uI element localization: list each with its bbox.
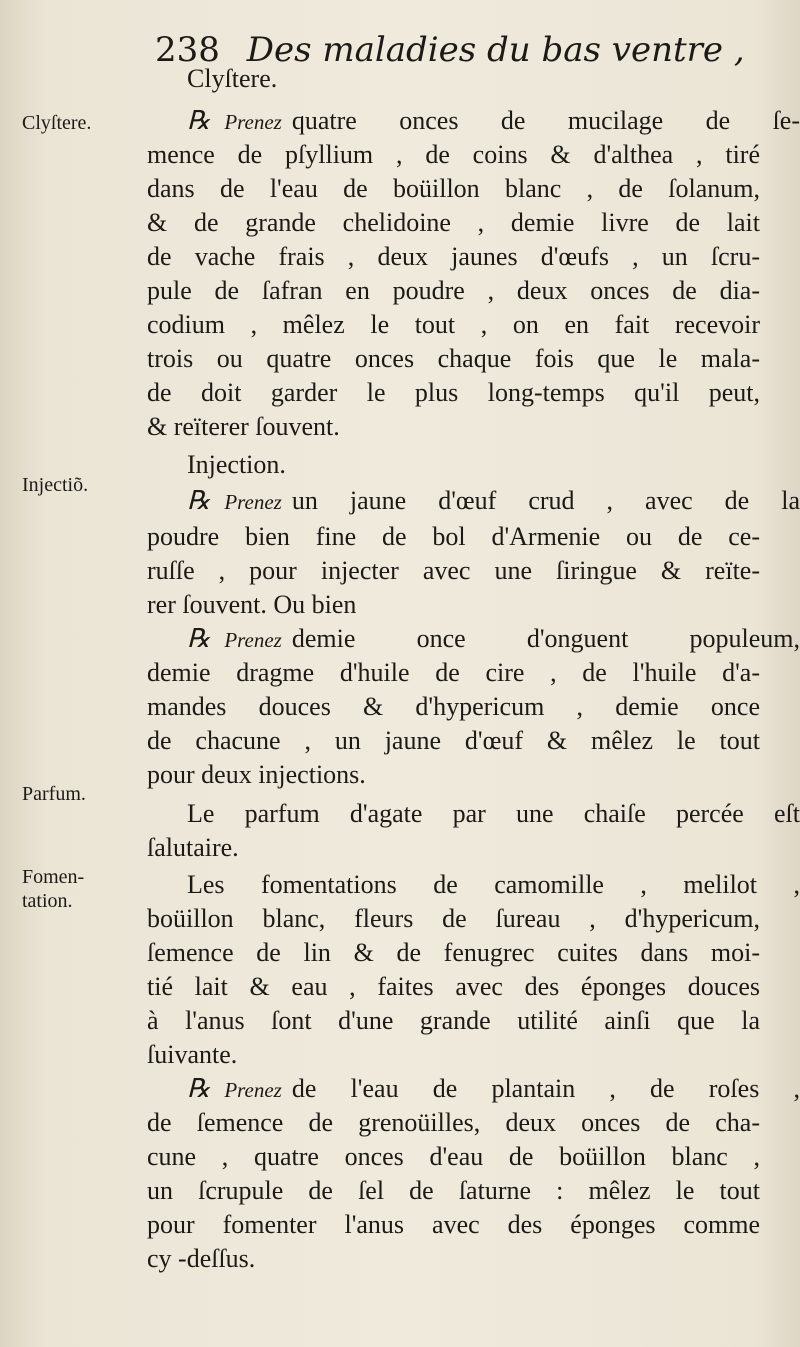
recipe-symbol: ℞ <box>187 624 211 653</box>
section-heading: Injection. <box>187 450 286 479</box>
recipe-symbol: ℞ <box>187 1074 211 1103</box>
text-line: ℞ Prenez de l'eau de plantain , de roſes , <box>187 1074 800 1103</box>
margin-note-parfum: Parfum. <box>22 783 86 805</box>
text-line: tié lait & eau , faites avec des éponges douces <box>147 972 760 1001</box>
text-line: dans de l'eau de boüillon blanc , de ſolanum, <box>147 174 760 203</box>
text-line: poudre bien fine de bol d'Armenie ou de ce- <box>147 522 760 551</box>
text-line: & reïterer ſouvent. <box>147 412 340 441</box>
recipe-symbol: ℞ <box>187 486 211 515</box>
text-line: boüillon blanc, fleurs de ſureau , d'hypericum, <box>147 904 760 933</box>
page-number: 238 <box>155 30 220 70</box>
text-line: pour fomenter l'anus avec des éponges comme <box>147 1210 760 1239</box>
margin-note-fomentation-2: tation. <box>22 890 73 912</box>
text-line: ℞ Prenez quatre onces de mucilage de ſe- <box>187 106 800 135</box>
text-line: de chacune , un jaune d'œuf & mêlez le tout <box>147 726 760 755</box>
margin-note-fomentation-1: Fomen- <box>22 866 85 888</box>
text-line: un ſcrupule de ſel de ſaturne : mêlez le tout <box>147 1176 760 1205</box>
text-line: trois ou quatre onces chaque fois que le mala- <box>147 344 760 373</box>
margin-note-clystere: Clyſtere. <box>22 112 92 134</box>
text-line: ℞ Prenez un jaune d'œuf crud , avec de la <box>187 486 800 515</box>
text-line: codium , mêlez le tout , on en fait recevoir <box>147 310 760 339</box>
running-title: Des maladies du bas ventre , <box>246 30 745 70</box>
text-line: cy -deſſus. <box>147 1244 256 1273</box>
text-line: à l'anus ſont d'une grande utilité ainſi que la <box>147 1006 760 1035</box>
recipe-word: Prenez <box>224 1078 282 1102</box>
text-line: mandes douces & d'hypericum , demie once <box>147 692 760 721</box>
text-line: pour deux injections. <box>147 760 366 789</box>
text-line: demie dragme d'huile de cire , de l'huile d'a- <box>147 658 760 687</box>
text-line: ſalutaire. <box>147 833 239 862</box>
text-line: rer ſouvent. Ou bien <box>147 590 357 619</box>
text-line: & de grande chelidoine , demie livre de lait <box>147 208 760 237</box>
text-line: mence de pſyllium , de coins & d'althea , tiré <box>147 140 760 169</box>
text-line: de ſemence de grenoüilles, deux onces de cha- <box>147 1108 760 1137</box>
text-line: ſemence de lin & de fenugrec cuites dans moi- <box>147 938 760 967</box>
recipe-symbol: ℞ <box>187 106 211 135</box>
text-line: Les fomentations de camomille , melilot , <box>187 870 800 899</box>
text-line: ſuivante. <box>147 1040 238 1069</box>
text-line: ruſſe , pour injecter avec une ſiringue & reïte- <box>147 556 760 585</box>
text-line: de vache frais , deux jaunes d'œufs , un ſcru- <box>147 242 760 271</box>
text-line: de doit garder le plus long-temps qu'il peut, <box>147 378 760 407</box>
text-line: ℞ Prenez demie once d'onguent populeum, <box>187 624 800 653</box>
text-line: Le parfum d'agate par une chaiſe percée eſt <box>187 799 800 828</box>
text-line: cune , quatre onces d'eau de boüillon blanc , <box>147 1142 760 1171</box>
section-heading: Clyſtere. <box>187 64 278 93</box>
text-line: pule de ſafran en poudre , deux onces de dia- <box>147 276 760 305</box>
recipe-word: Prenez <box>224 490 282 514</box>
recipe-word: Prenez <box>224 110 282 134</box>
recipe-word: Prenez <box>224 628 282 652</box>
margin-note-injection: Injectiõ. <box>22 474 89 496</box>
